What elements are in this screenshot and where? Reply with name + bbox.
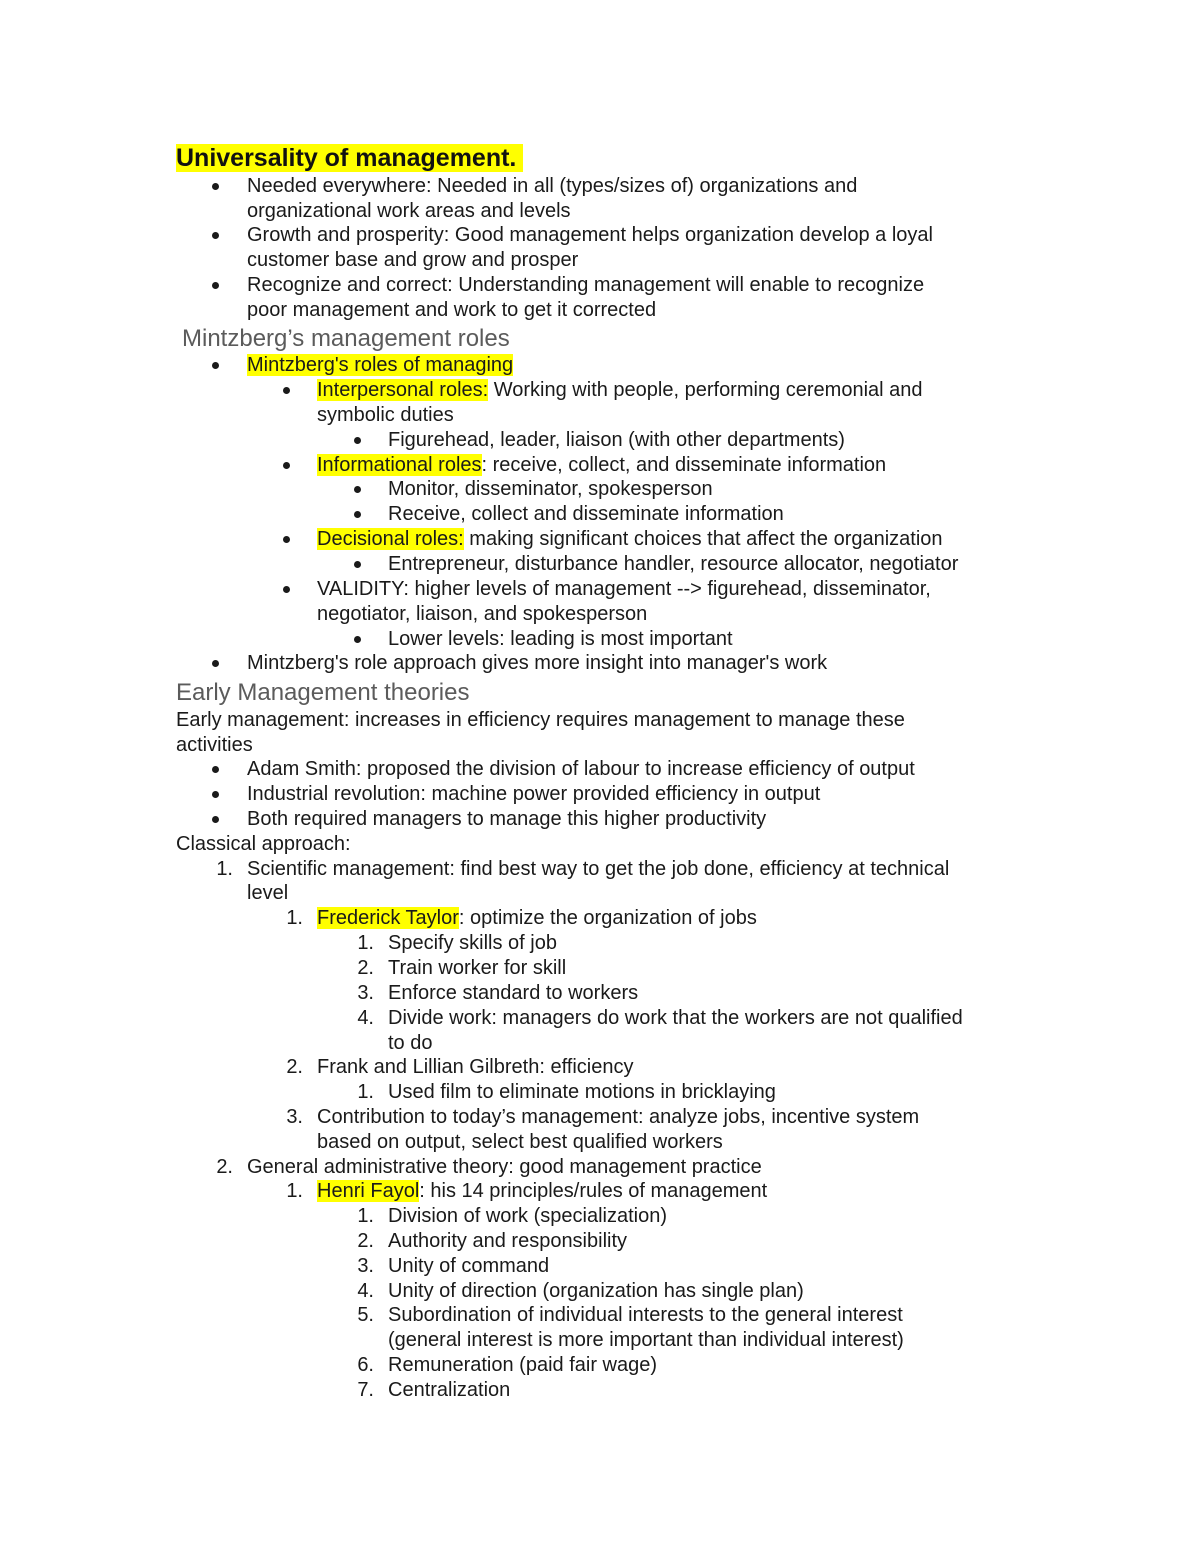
bullet-icon [283,462,290,469]
bullet-icon [354,486,361,493]
list-item: Adam Smith: proposed the division of labour to increase efficiency of output [247,758,915,780]
list-item: Interpersonal roles: Working with people, performing ceremonial and [317,379,923,401]
bullet-icon [212,766,219,773]
list-item-continuation: based on output, select best qualified workers [317,1131,723,1153]
list-number: 1. [357,1081,374,1103]
list-item: Scientific management: find best way to get the job done, efficiency at technical [247,858,950,880]
paragraph-continuation: activities [176,734,253,756]
list-item: Entrepreneur, disturbance handler, resource allocator, negotiator [388,553,959,575]
list-item: Subordination of individual interests to the general interest [388,1304,903,1326]
list-item-continuation: poor management and work to get it corrected [247,299,657,321]
list-item-continuation: symbolic duties [317,404,454,426]
list-item: Specify skills of job [388,932,557,954]
list-number: 7. [357,1379,374,1401]
bullet-icon [212,362,219,369]
list-item: Figurehead, leader, liaison (with other departments) [388,429,845,451]
bullet-icon [212,282,219,289]
list-number: 6. [357,1354,374,1376]
list-item: Mintzberg's roles of managing [247,354,514,376]
list-item: Unity of direction (organization has single plan) [388,1280,804,1302]
section-heading-universality: Universality of management. [176,143,523,173]
list-item: Contribution to today’s management: analyze jobs, incentive system [317,1106,920,1128]
list-item: Frederick Taylor: optimize the organization of jobs [317,907,757,929]
list-item: Growth and prosperity: Good management helps organization develop a loyal [247,224,933,246]
list-item-continuation: negotiator, liaison, and spokesperson [317,603,648,625]
bullet-icon [354,511,361,518]
list-number: 1. [286,1180,303,1202]
list-item: Receive, collect and disseminate information [388,503,784,525]
list-number: 3. [286,1106,303,1128]
list-number: 3. [357,1255,374,1277]
list-number: 4. [357,1280,374,1302]
list-item: Frank and Lillian Gilbreth: efficiency [317,1056,634,1078]
list-item: Train worker for skill [388,957,567,979]
list-item: Monitor, disseminator, spokesperson [388,478,713,500]
list-number: 3. [357,982,374,1004]
list-item-continuation: organizational work areas and levels [247,200,571,222]
list-item-continuation: level [247,882,289,904]
list-item: Authority and responsibility [388,1230,628,1252]
paragraph: Classical approach: [176,833,351,855]
list-item: Division of work (specialization) [388,1205,667,1227]
list-item: Mintzberg's role approach gives more insight into manager's work [247,652,828,674]
section-heading-mintzberg: Mintzberg’s management roles [182,325,510,352]
list-number: 1. [286,907,303,929]
list-number: 5. [357,1304,374,1326]
list-item: Divide work: managers do work that the workers are not qualified [388,1007,963,1029]
list-item: Informational roles: receive, collect, and disseminate information [317,454,887,476]
list-item: VALIDITY: higher levels of management --> figurehead, disseminator, [317,578,931,600]
section-heading-early: Early Management theories [176,679,470,706]
list-item: Industrial revolution: machine power provided efficiency in output [247,783,821,805]
paragraph: Early management: increases in efficiency requires management to manage these [176,709,905,731]
list-item: Enforce standard to workers [388,982,639,1004]
list-item: Lower levels: leading is most important [388,628,733,650]
list-item: Decisional roles: making significant choices that affect the organization [317,528,943,550]
bullet-icon [354,636,361,643]
list-number: 1. [357,932,374,954]
list-item: Henri Fayol: his 14 principles/rules of management [317,1180,768,1202]
list-number: 4. [357,1007,374,1029]
bullet-icon [283,586,290,593]
list-item-continuation: (general interest is more important than individual interest) [388,1329,904,1351]
bullet-icon [212,660,219,667]
bullet-icon [283,387,290,394]
bullet-icon [283,536,290,543]
list-item: General administrative theory: good management practice [247,1156,762,1178]
list-item: Needed everywhere: Needed in all (types/sizes of) organizations and [247,175,858,197]
bullet-icon [212,183,219,190]
bullet-icon [212,816,219,823]
list-item: Centralization [388,1379,511,1401]
list-item: Used film to eliminate motions in bricklaying [388,1081,776,1103]
list-number: 1. [357,1205,374,1227]
list-item: Remuneration (paid fair wage) [388,1354,658,1376]
list-item: Recognize and correct: Understanding management will enable to recognize [247,274,925,296]
list-item: Both required managers to manage this higher productivity [247,808,767,830]
bullet-icon [354,561,361,568]
bullet-icon [212,791,219,798]
list-item-continuation: customer base and grow and prosper [247,249,579,271]
list-item: Unity of command [388,1255,550,1277]
bullet-icon [354,437,361,444]
list-number: 1. [216,858,233,880]
list-number: 2. [357,1230,374,1252]
list-number: 2. [216,1156,233,1178]
list-number: 2. [357,957,374,979]
bullet-icon [212,232,219,239]
list-number: 2. [286,1056,303,1078]
list-item-continuation: to do [388,1032,433,1054]
